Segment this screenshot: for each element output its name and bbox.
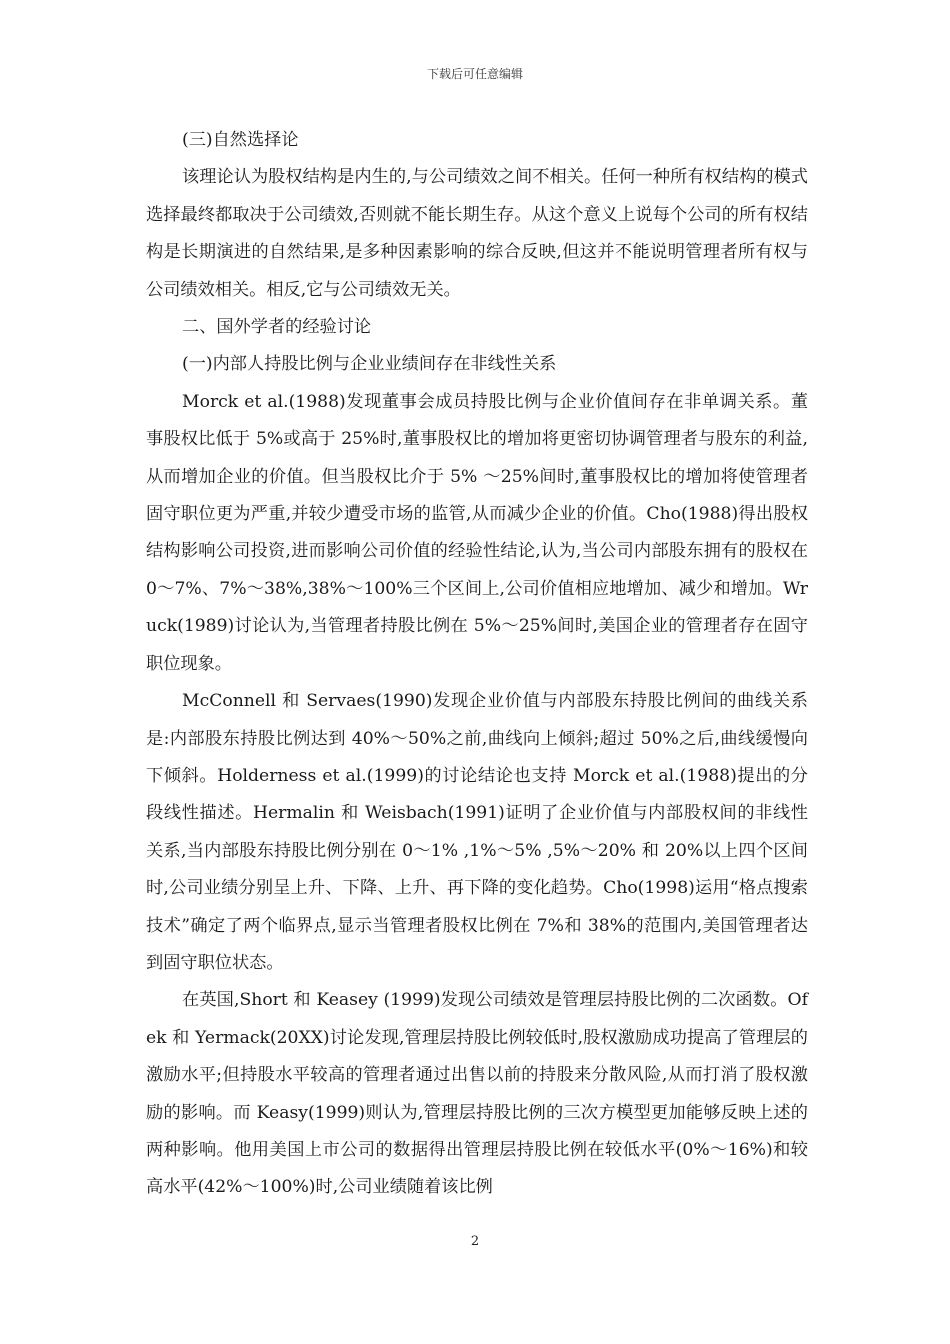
page-number: 2 [470,1234,480,1249]
paragraph-morck: Morck et al.(1988)发现董事会成员持股比例与企业价值间存在非单调关系。董事股权比低于 5%或高于 25%时,董事股权比的增加将更密切协调管理者与股东的利益,从而增加企业的价值。但当股权比介于 5% ～25%间时,董事股权比的增加将使管理者固守职位更为严重,并较少遭受市场的监管,从而减少企业的价值。Cho(1988)得出股权结构影响公司投资,进而影响公司价值的经验性结论,认为,当公司内部股东拥有的股权在 0～7%、7%～38%,38%～100%三个区间上,公司价值相应地增加、减少和增加。Wruck(1989)讨论认为,当管理者持股比例在 5%～25%间时,美国企业的管理者存在固守职位现象。 [146,391,808,674]
paragraph-natural-selection: 该理论认为股权结构是内生的,与公司绩效之间不相关。任何一种所有权结构的模式选择最终都取决于公司绩效,否则就不能长期生存。从这个意义上说每个公司的所有权结构是长期演进的自然结果,是多种因素影响的综合反映,但这并不能说明管理者所有权与公司绩效相关。相反,它与公司绩效无关。 [146,167,808,300]
document-body [146,122,808,1207]
section-heading-natural-selection: (三)自然选择论 [182,130,299,150]
paragraph-mcconnell: McConnell 和 Servaes(1990)发现企业价值与内部股东持股比例间的曲线关系是:内部股东持股比例达到 40%～50%之前,曲线向上倾斜;超过 50%之后,曲线缓慢向下倾斜。Holderness et al.(1999)的讨论结论也支持 Morck et al.(1988)提出的分段线性描述。Hermalin 和 Weisbach(1991)证明了企业价值与内部股权间的非线性关系,当内部股东持股比例分别在 0～1% ,1%～5% ,5%～20% 和 20%以上四个区间时,公司业绩分别呈上升、下降、上升、再下降的变化趋势。Cho(1998)运用“格点搜索技术”确定了两个临界点,显示当管理者股权比例在 7%和 38%的范围内,美国管理者达到固守职位状态。 [146,691,808,973]
subsection-heading-nonlinear: (一)内部人持股比例与企业业绩间存在非线性关系 [182,354,557,375]
section-heading-foreign-scholars: 二、国外学者的经验讨论 [182,317,372,338]
paragraph-uk: 在英国,Short 和 Keasey (1999)发现公司绩效是管理层持股比例的二次函数。Ofek 和 Yermack(20XX)讨论发现,管理层持股比例较低时,股权激励成功提高了管理层的激励水平;但持股水平较高的管理者通过出售以前的持股来分散风险,从而打消了股权激励的影响。而 Keasy(1999)则认为,管理层持股比例的三次方模型更加能够反映上述的两种影响。他用美国上市公司的数据得出管理层持股比例在较低水平(0%～16%)和较高水平(42%～100%)时,公司业绩随着该比例 [146,990,808,1198]
page-header: 下载后可任意编辑 [426,67,523,81]
